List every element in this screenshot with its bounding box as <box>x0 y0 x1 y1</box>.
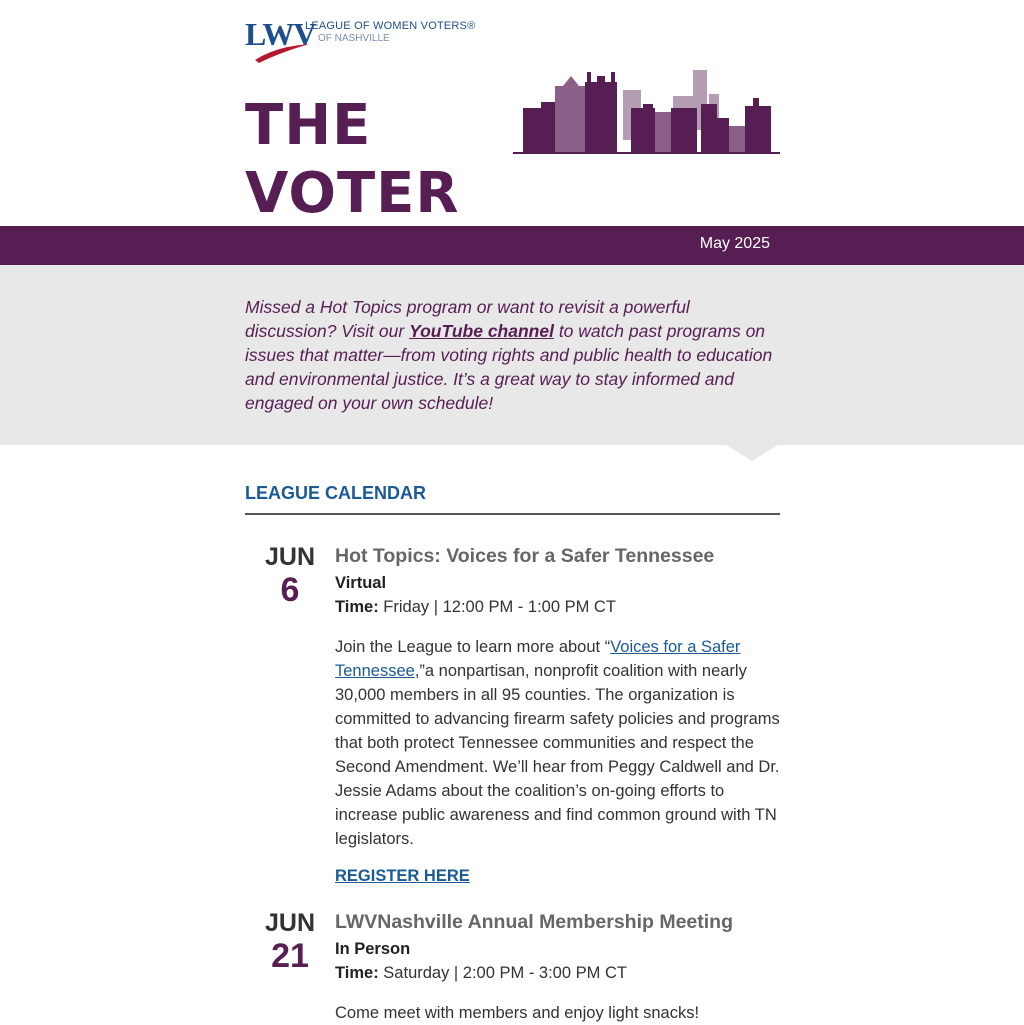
event-time-value: Saturday | 2:00 PM - 3:00 PM CT <box>378 964 627 982</box>
callout-pointer <box>726 445 778 461</box>
event-location-label: In Person <box>335 940 411 958</box>
event-desc-start: Join the League to learn more about “ <box>335 638 611 656</box>
event-description: Come meet with members and enjoy light snacks! <box>335 1004 700 1022</box>
logo-swoosh-icon <box>253 40 311 64</box>
event-time <box>335 961 780 985</box>
event-time-label: Time: <box>335 964 379 982</box>
event-location <box>335 937 780 961</box>
event-day: 6 <box>280 571 300 609</box>
event-day: 21 <box>271 937 309 975</box>
event-title: LWVNashville Annual Membership Meeting <box>335 911 734 933</box>
date-banner <box>0 226 1024 265</box>
title-line-2: VOTER <box>245 161 460 226</box>
event-month: JUN <box>264 543 315 571</box>
event-time-label: Time: <box>335 598 379 616</box>
logo-mark: LWV <box>245 16 316 52</box>
intro-callout <box>0 265 1024 445</box>
league-calendar-heading: LEAGUE CALENDAR <box>245 483 780 515</box>
event-location <box>335 571 780 595</box>
issue-date: May 2025 <box>699 235 770 252</box>
intro-text <box>245 295 785 415</box>
event-date <box>245 543 335 609</box>
event-details <box>335 909 780 1025</box>
intro-text-end: to watch past programs on issues that matter—from voting rights and public health to education and environmental justice. It’s a great way to stay informed and engaged on your own schedule! <box>245 321 773 413</box>
event-title: Hot Topics: Voices for a Safer Tennessee <box>335 545 715 567</box>
logo-text-chapter: OF NASHVILLE <box>318 33 390 44</box>
event-description <box>335 635 780 851</box>
nashville-skyline-illustration <box>513 68 780 154</box>
newsletter-title <box>245 92 460 228</box>
event-time-value: Friday | 12:00 PM - 1:00 PM CT <box>378 598 616 616</box>
logo-text-league: LEAGUE OF WOMEN VOTERS® <box>305 20 476 32</box>
event-location-label: Virtual <box>335 574 387 592</box>
youtube-channel-link[interactable]: YouTube channel <box>409 321 554 341</box>
event-details <box>335 543 780 886</box>
event-month: JUN <box>264 909 315 937</box>
intro-text-start: Missed a Hot Topics program or want to revisit a powerful discussion? Visit our <box>245 297 690 341</box>
title-line-1: THE <box>245 93 372 158</box>
event-desc-end: ,”a nonpartisan, nonprofit coalition with nearly 30,000 members in all 95 counties. The organization is committed to advancing firearm safety policies and programs that both protect Tennessee communities and respect the Second Amendment. We’ll hear from Peggy Caldwell and Dr. Jessie Adams about the coalition’s on-going efforts to increase public awareness and find common ground with TN legislators. <box>335 662 780 848</box>
lwv-logo[interactable] <box>245 18 485 66</box>
event-time <box>335 595 780 619</box>
register-here-link[interactable]: REGISTER HERE <box>335 867 470 885</box>
voices-safer-tennessee-link[interactable]: Voices for a Safer Tennessee <box>335 638 741 680</box>
event-date <box>245 909 335 975</box>
